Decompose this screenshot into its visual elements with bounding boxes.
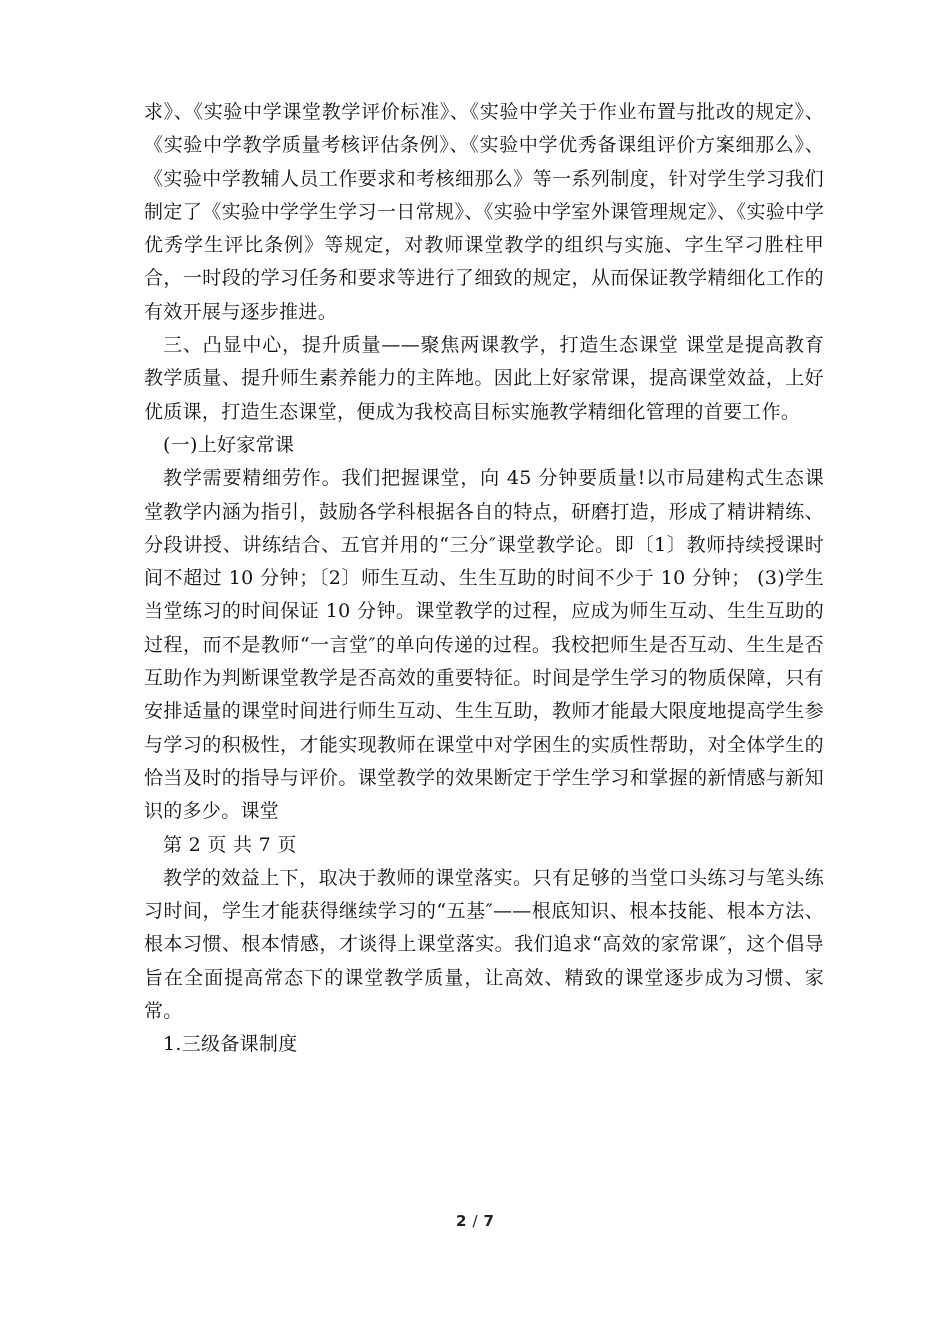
footer-separator: /	[472, 1212, 478, 1230]
paragraph-classroom-benefit: 教学的效益上下，取决于教师的课堂落实。只有足够的当堂口头练习与笔头练习时间，学生才能获得继续学习的“五基″——根底知识、根本技能、根本方法、根本习惯、根本情感，才谈得上课堂落实。我们追求“高效的家常课″，这个倡导旨在全面提高常态下的课堂教学质量，让高效、精致的课堂逐步成为习惯、家常。	[144, 866, 824, 1023]
document-body	[144, 96, 824, 1062]
subheading-daily-lessons: (一)上好家常课	[163, 433, 295, 456]
inline-page-marker: 第 2 页 共 7 页	[163, 833, 297, 856]
paragraph-section-three: 三、凸显中心，提升质量——聚焦两课教学，打造生态课堂 课堂是提高教育教学质量、提升师生素养能力的主阵地。因此上好家常课，提高课堂效益，上好优质课，打造生态课堂，便成为我校高目标实施教学精细化管理的首要工作。	[144, 334, 824, 423]
paragraph-regulations: 求》、《实验中学课堂教学评价标准》、《实验中学关于作业布置与批改的规定》、《实验中学教学质量考核评估条例》、《实验中学优秀备课组评价方案细那么》、《实验中学教辅人员工作要求和考核细那么》等一系列制度，针对学生学习我们制定了《实验中学学生学习一日常规》、《实验中学室外课管理规定》、《实验中学优秀学生评比条例》等规定，对教师课堂教学的组织与实施、字生罕刁胜柱甲合，一时段的学习任务和要求等进行了细致的规定，从而保证教学精细化工作的有效开展与逐步推进。	[144, 101, 824, 323]
footer-total-pages: 7	[483, 1212, 494, 1230]
paragraph-teaching-practice: 教学需要精细劳作。我们把握课堂，向 45 分钟要质量!以市局建构式生态课堂教学内涵为指引，鼓励各学科根据各自的特点，研磨打造，形成了精讲精练、分段讲授、讲练结合、五官并用的“三分″课堂教学论。即〔1〕教师持续授课时间不超过 10 分钟；〔2〕师生互动、生生互助的时间不少于 10 分钟； (3)学生当堂练习的时间保证 10 分钟。课堂教学的过程，应成为师生互动、生生互助的过程，而不是教师“一言堂″的单向传递的过程。我校把师生是否互动、生生是否互助作为判断课堂教学是否高效的重要特征。时间是学生学习的物质保障，只有安排适量的课堂时间进行师生互动、生生互助，教师才能最大限度地提高学生参与学习的积极性，才能实现教师在课堂中对学困生的实质性帮助，对全体学生的恰当及时的指导与评价。课堂教学的效果断定于学生学习和掌握的新情感与新知识的多少。课堂	[144, 467, 824, 823]
page-footer	[0, 1212, 950, 1230]
footer-current-page: 2	[456, 1212, 467, 1230]
subheading-lesson-prep: 1.三级备课制度	[163, 1033, 298, 1056]
